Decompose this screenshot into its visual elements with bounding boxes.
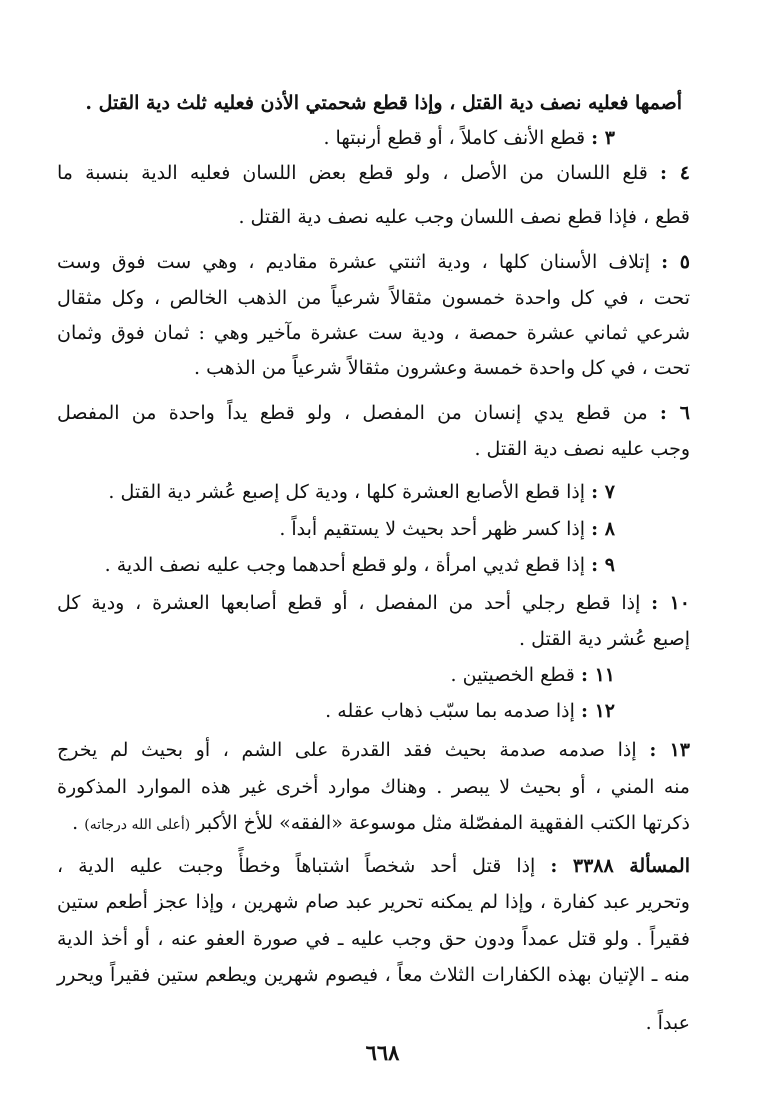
text-line <box>59 694 615 728</box>
issue-number-label: المسألة ٣٣٨٨ : <box>550 855 690 877</box>
text-line <box>57 396 690 430</box>
item-number: ٩ : <box>591 554 615 576</box>
line-text: ذكرتها الكتب الفقهية المفصّلة مثل موسوعة «الفقه» للأخ الأكبر <box>196 812 690 834</box>
item-number: ١٠ : <box>651 592 690 614</box>
item-number: ٨ : <box>591 518 615 540</box>
line-text: أصمها فعليه نصف دية القتل ، وإذا قطع شحمتي الأذن فعليه ثلث دية القتل . <box>85 92 682 114</box>
line-text: إذا صدمه بما سبّب ذهاب عقله . <box>325 700 575 722</box>
line-text: شرعي ثماني عشرة حمصة ، ودية ست عشرة مآخير وهي : ثمان فوق وثمان <box>57 322 690 344</box>
line-text: عبداً . <box>645 1012 690 1034</box>
line-text: إتلاف الأسنان كلها ، ودية اثنتي عشرة مقاديم ، وهي ست فوق وست <box>57 251 650 273</box>
line-text: تحت ، في كل واحدة خمسون مثقالاً شرعياً من الذهب الخالص ، وكل مثقال <box>57 287 690 309</box>
honorific-note: (أعلى الله درجاته) <box>84 817 191 833</box>
line-text: وتحرير عبد كفارة ، وإذا لم يمكنه تحرير عبد صام شهرين ، وإذا عجز أطعم ستين <box>57 891 690 913</box>
text-line <box>57 622 690 656</box>
line-text: إذا صدمه صدمة بحيث فقد القدرة على الشم ، أو بحيث لم يخرج <box>57 739 637 761</box>
line-text: قطع ، فإذا قطع نصف اللسان وجب عليه نصف دية القتل . <box>238 206 690 228</box>
text-line <box>57 586 690 620</box>
line-text: وجب عليه نصف دية القتل . <box>474 438 690 460</box>
item-number: ٥ : <box>661 251 690 273</box>
line-text: منه المني ، أو بحيث لا يبصر . وهناك موارد أخرى غير هذه الموارد المذكورة <box>57 776 690 798</box>
line-text: تحت ، في كل واحدة خمسة وعشرون مثقالاً شرعياً من الذهب . <box>193 357 690 379</box>
item-number: ١٣ : <box>649 739 690 761</box>
text-line <box>57 770 690 804</box>
item-number: ١١ : <box>580 664 615 686</box>
text-line <box>57 351 690 385</box>
line-text: إصبع عُشر دية القتل . <box>519 628 690 650</box>
text-line <box>57 849 690 883</box>
line-text: قطع الأنف كاملاً ، أو قطع أرنبتها . <box>323 127 586 149</box>
text-line <box>57 1006 690 1040</box>
text-line <box>59 475 615 509</box>
text-line <box>57 245 690 279</box>
text-line <box>59 658 615 692</box>
line-text: إذا قطع ثديي امرأة ، ولو قطع أحدهما وجب عليه نصف الدية . <box>104 554 586 576</box>
text-line <box>57 806 690 842</box>
text-line <box>59 121 615 155</box>
line-text: قطع الخصيتين . <box>450 664 575 686</box>
text-line <box>57 922 690 956</box>
line-text: منه ـ الإتيان بهذه الكفارات الثلاث معاً ، فيصوم شهرين ويطعم ستين فقيراً ويحرر <box>57 964 690 986</box>
text-line <box>57 200 690 234</box>
item-number: ٣ : <box>591 127 615 149</box>
line-text: إذا كسر ظهر أحد بحيث لا يستقيم أبداً . <box>279 518 586 540</box>
text-line <box>59 512 615 546</box>
text-line <box>49 86 682 120</box>
line-text: إذا قطع رجلي أحد من المفصل ، أو قطع أصابعها العشرة ، ودية كل <box>57 592 641 614</box>
item-number: ٤ : <box>660 162 691 184</box>
item-number: ٧ : <box>591 481 615 503</box>
text-line <box>57 885 690 919</box>
line-text: قلع اللسان من الأصل ، ولو قطع بعض اللسان فعليه الدية بنسبة ما <box>57 162 648 184</box>
item-number: ١٢ : <box>580 700 615 722</box>
text-line <box>57 316 690 350</box>
item-number: ٦ : <box>659 402 690 424</box>
line-text: فقيراً . ولو قتل عمداً ودون حق وجب عليه ـ في صورة العفو عنه ، أو أخذ الدية <box>57 928 690 950</box>
text-line <box>57 432 690 466</box>
text-line <box>57 156 690 190</box>
text-line <box>57 958 690 992</box>
line-text: إذا قتل أحد شخصاً اشتباهاً وخطأً وجبت عليه الدية ، <box>57 855 536 877</box>
line-text: من قطع يدي إنسان من المفصل ، ولو قطع يداً واحدة من المفصل <box>57 402 648 424</box>
text-line <box>57 733 690 767</box>
page-number: ٦٦٨ <box>365 1040 400 1065</box>
text-line <box>59 548 615 582</box>
text-line <box>57 281 690 315</box>
line-text: إذا قطع الأصابع العشرة كلها ، ودية كل إصبع عُشر دية القتل . <box>108 481 586 503</box>
line-suffix: . <box>72 812 85 834</box>
